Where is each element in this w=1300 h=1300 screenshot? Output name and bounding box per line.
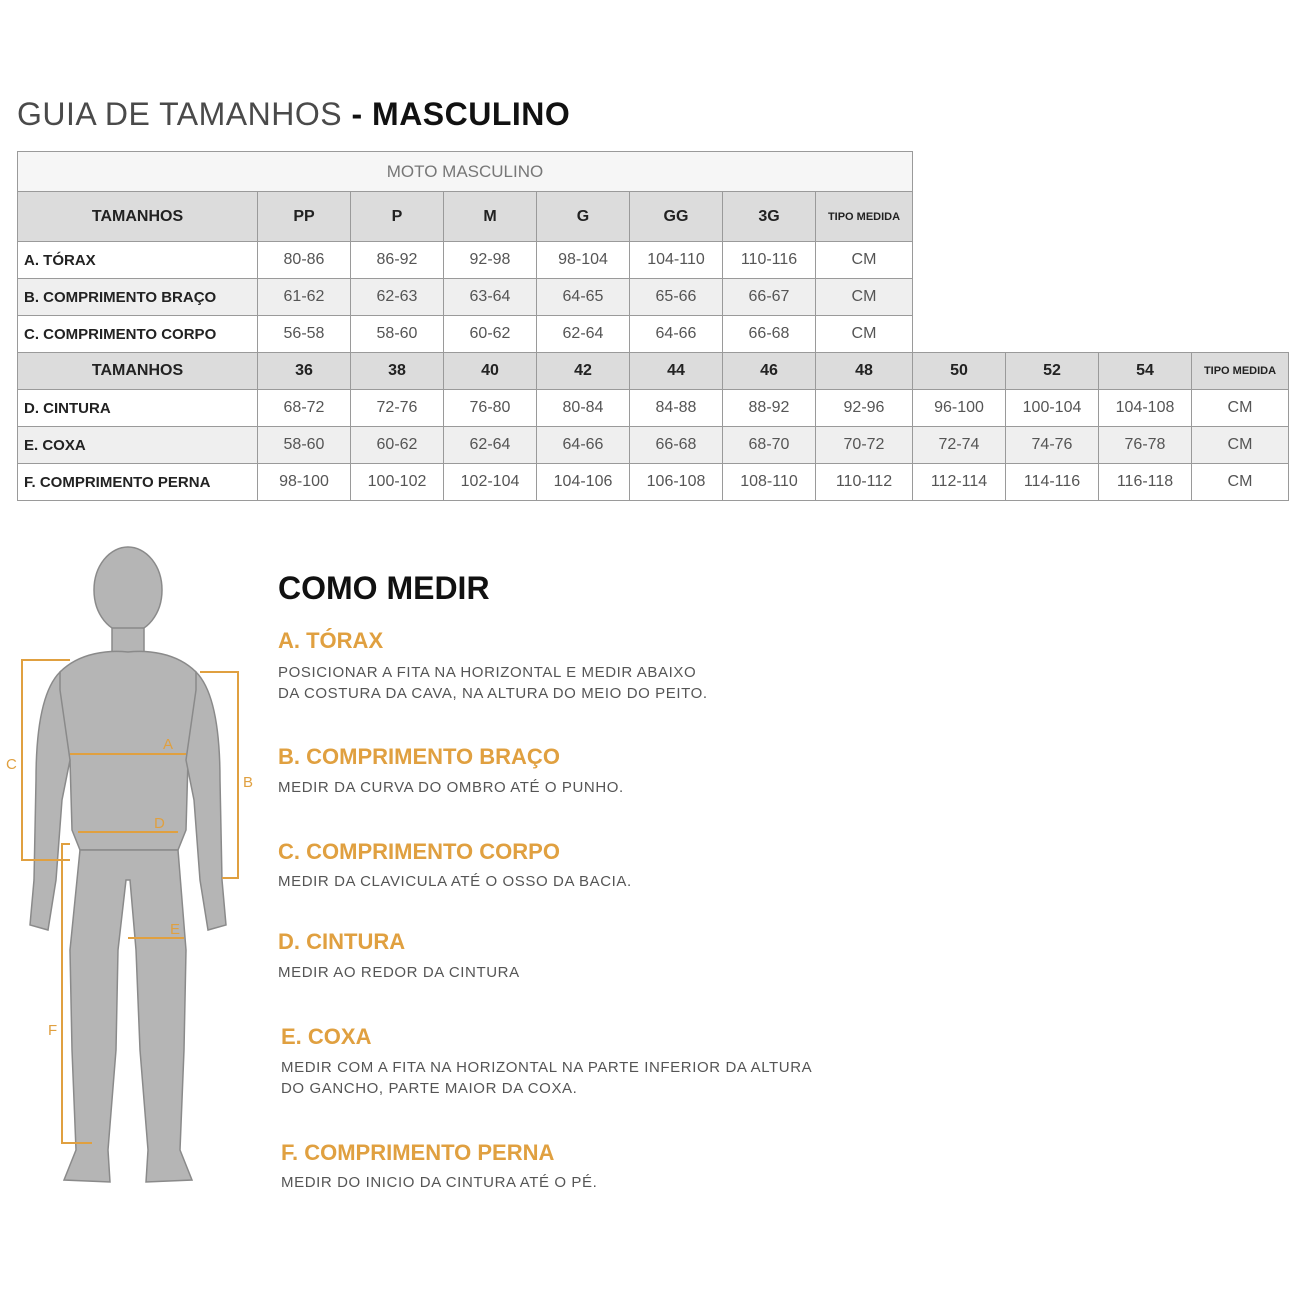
label-a: A bbox=[163, 736, 174, 753]
label-c: C bbox=[6, 756, 17, 773]
table-cell: CM bbox=[1192, 390, 1289, 427]
table-cell: 72-74 bbox=[913, 427, 1006, 464]
header-cell: G bbox=[537, 192, 630, 242]
header-cell: TAMANHOS bbox=[18, 353, 258, 390]
header-cell: 48 bbox=[816, 353, 913, 390]
header-cell: 50 bbox=[913, 353, 1006, 390]
table-cell: 63-64 bbox=[444, 279, 537, 316]
table-cell: 110-116 bbox=[723, 242, 816, 279]
table-cell: 104-106 bbox=[537, 464, 630, 501]
header-cell: P bbox=[351, 192, 444, 242]
size-table-bottom bbox=[17, 352, 1289, 501]
table-header-row bbox=[18, 192, 913, 242]
table-cell: 58-60 bbox=[351, 316, 444, 353]
table-cell: 80-84 bbox=[537, 390, 630, 427]
table-cell: 80-86 bbox=[258, 242, 351, 279]
table-cell: 64-66 bbox=[630, 316, 723, 353]
table-caption: MOTO MASCULINO bbox=[18, 152, 913, 192]
table-cell: 96-100 bbox=[913, 390, 1006, 427]
header-cell: M bbox=[444, 192, 537, 242]
table-row bbox=[18, 464, 1289, 501]
header-cell: 38 bbox=[351, 353, 444, 390]
table-cell: 102-104 bbox=[444, 464, 537, 501]
body-silhouette bbox=[30, 547, 226, 1182]
table-cell: 108-110 bbox=[723, 464, 816, 501]
label-b: B bbox=[243, 774, 254, 791]
table-cell: 74-76 bbox=[1006, 427, 1099, 464]
table-cell: 112-114 bbox=[913, 464, 1006, 501]
table-row bbox=[18, 242, 913, 279]
table-cell: 76-80 bbox=[444, 390, 537, 427]
size-table-top bbox=[17, 151, 913, 353]
table-cell: 62-63 bbox=[351, 279, 444, 316]
table-cell: 84-88 bbox=[630, 390, 723, 427]
table-cell: CM bbox=[1192, 427, 1289, 464]
section-heading-cintura: D. CINTURA bbox=[278, 929, 406, 954]
table-row bbox=[18, 427, 1289, 464]
table-cell: 100-104 bbox=[1006, 390, 1099, 427]
row-label: B. COMPRIMENTO BRAÇO bbox=[18, 279, 258, 316]
table-cell: 62-64 bbox=[537, 316, 630, 353]
label-d: D bbox=[154, 815, 165, 832]
section-text-perna bbox=[281, 1172, 597, 1193]
text-line: MEDIR DA CURVA DO OMBRO ATÉ O PUNHO. bbox=[278, 779, 624, 796]
label-f: F bbox=[48, 1022, 58, 1039]
header-cell: 3G bbox=[723, 192, 816, 242]
table-cell: 98-100 bbox=[258, 464, 351, 501]
table-cell: 106-108 bbox=[630, 464, 723, 501]
header-cell: 40 bbox=[444, 353, 537, 390]
section-heading-corpo: C. COMPRIMENTO CORPO bbox=[278, 839, 560, 864]
header-cell: 42 bbox=[537, 353, 630, 390]
title-bold: - MASCULINO bbox=[351, 96, 571, 132]
header-cell: GG bbox=[630, 192, 723, 242]
section-text-torax bbox=[278, 662, 708, 704]
header-cell: 52 bbox=[1006, 353, 1099, 390]
table-cell: 88-92 bbox=[723, 390, 816, 427]
table-cell: 98-104 bbox=[537, 242, 630, 279]
table-header-row bbox=[18, 353, 1289, 390]
table-cell: CM bbox=[816, 316, 913, 353]
table-cell: 86-92 bbox=[351, 242, 444, 279]
text-line: DA COSTURA DA CAVA, NA ALTURA DO MEIO DO PEITO. bbox=[278, 685, 708, 702]
table-cell: 116-118 bbox=[1099, 464, 1192, 501]
header-cell: TIPO MEDIDA bbox=[1192, 353, 1289, 390]
text-line: MEDIR AO REDOR DA CINTURA bbox=[278, 964, 520, 981]
table-row bbox=[18, 316, 913, 353]
header-cell: 44 bbox=[630, 353, 723, 390]
table-cell: 68-72 bbox=[258, 390, 351, 427]
table-cell: CM bbox=[1192, 464, 1289, 501]
header-cell: PP bbox=[258, 192, 351, 242]
title-light: GUIA DE TAMANHOS bbox=[17, 96, 343, 132]
table-cell: 64-66 bbox=[537, 427, 630, 464]
table-cell: 110-112 bbox=[816, 464, 913, 501]
table-cell: 61-62 bbox=[258, 279, 351, 316]
table-cell: 104-110 bbox=[630, 242, 723, 279]
row-label: D. CINTURA bbox=[18, 390, 258, 427]
header-cell: TIPO MEDIDA bbox=[816, 192, 913, 242]
header-cell: 46 bbox=[723, 353, 816, 390]
section-heading-torax: A. TÓRAX bbox=[278, 628, 384, 653]
section-heading-coxa: E. COXA bbox=[281, 1024, 372, 1049]
text-line: DO GANCHO, PARTE MAIOR DA COXA. bbox=[281, 1080, 578, 1097]
table-cell: 100-102 bbox=[351, 464, 444, 501]
table-row bbox=[18, 279, 913, 316]
table-cell: CM bbox=[816, 242, 913, 279]
text-line: MEDIR COM A FITA NA HORIZONTAL NA PARTE INFERIOR DA ALTURA bbox=[281, 1059, 813, 1076]
table-cell: 56-58 bbox=[258, 316, 351, 353]
text-line: POSICIONAR A FITA NA HORIZONTAL E MEDIR ABAIXO bbox=[278, 664, 697, 681]
header-cell: 36 bbox=[258, 353, 351, 390]
row-label: E. COXA bbox=[18, 427, 258, 464]
table-cell: CM bbox=[816, 279, 913, 316]
section-text-cintura bbox=[278, 962, 520, 983]
header-cell: TAMANHOS bbox=[18, 192, 258, 242]
table-cell: 72-76 bbox=[351, 390, 444, 427]
table-cell: 76-78 bbox=[1099, 427, 1192, 464]
label-e: E bbox=[170, 921, 181, 938]
table-cell: 65-66 bbox=[630, 279, 723, 316]
table-cell: 66-68 bbox=[630, 427, 723, 464]
text-line: MEDIR DO INICIO DA CINTURA ATÉ O PÉ. bbox=[281, 1174, 598, 1191]
row-label: F. COMPRIMENTO PERNA bbox=[18, 464, 258, 501]
text-line: MEDIR DA CLAVICULA ATÉ O OSSO DA BACIA. bbox=[278, 873, 632, 890]
table-cell: 60-62 bbox=[444, 316, 537, 353]
table-cell: 60-62 bbox=[351, 427, 444, 464]
table-cell: 68-70 bbox=[723, 427, 816, 464]
table-cell: 66-68 bbox=[723, 316, 816, 353]
table-cell: 62-64 bbox=[444, 427, 537, 464]
section-heading-braco: B. COMPRIMENTO BRAÇO bbox=[278, 744, 560, 769]
table-cell: 58-60 bbox=[258, 427, 351, 464]
header-cell: 54 bbox=[1099, 353, 1192, 390]
section-text-coxa bbox=[281, 1057, 812, 1099]
table-cell: 92-98 bbox=[444, 242, 537, 279]
table-cell: 70-72 bbox=[816, 427, 913, 464]
how-to-title: COMO MEDIR bbox=[278, 570, 490, 606]
table-row bbox=[18, 390, 1289, 427]
table-cell: 66-67 bbox=[723, 279, 816, 316]
section-heading-perna: F. COMPRIMENTO PERNA bbox=[281, 1140, 555, 1165]
section-text-corpo bbox=[278, 871, 632, 892]
row-label: A. TÓRAX bbox=[18, 242, 258, 279]
body-measure-figure bbox=[0, 545, 260, 1195]
table-cell: 64-65 bbox=[537, 279, 630, 316]
row-label: C. COMPRIMENTO CORPO bbox=[18, 316, 258, 353]
page-title bbox=[17, 96, 570, 133]
table-cell: 92-96 bbox=[816, 390, 913, 427]
section-text-braco bbox=[278, 777, 624, 798]
table-cell: 114-116 bbox=[1006, 464, 1099, 501]
table-cell: 104-108 bbox=[1099, 390, 1192, 427]
